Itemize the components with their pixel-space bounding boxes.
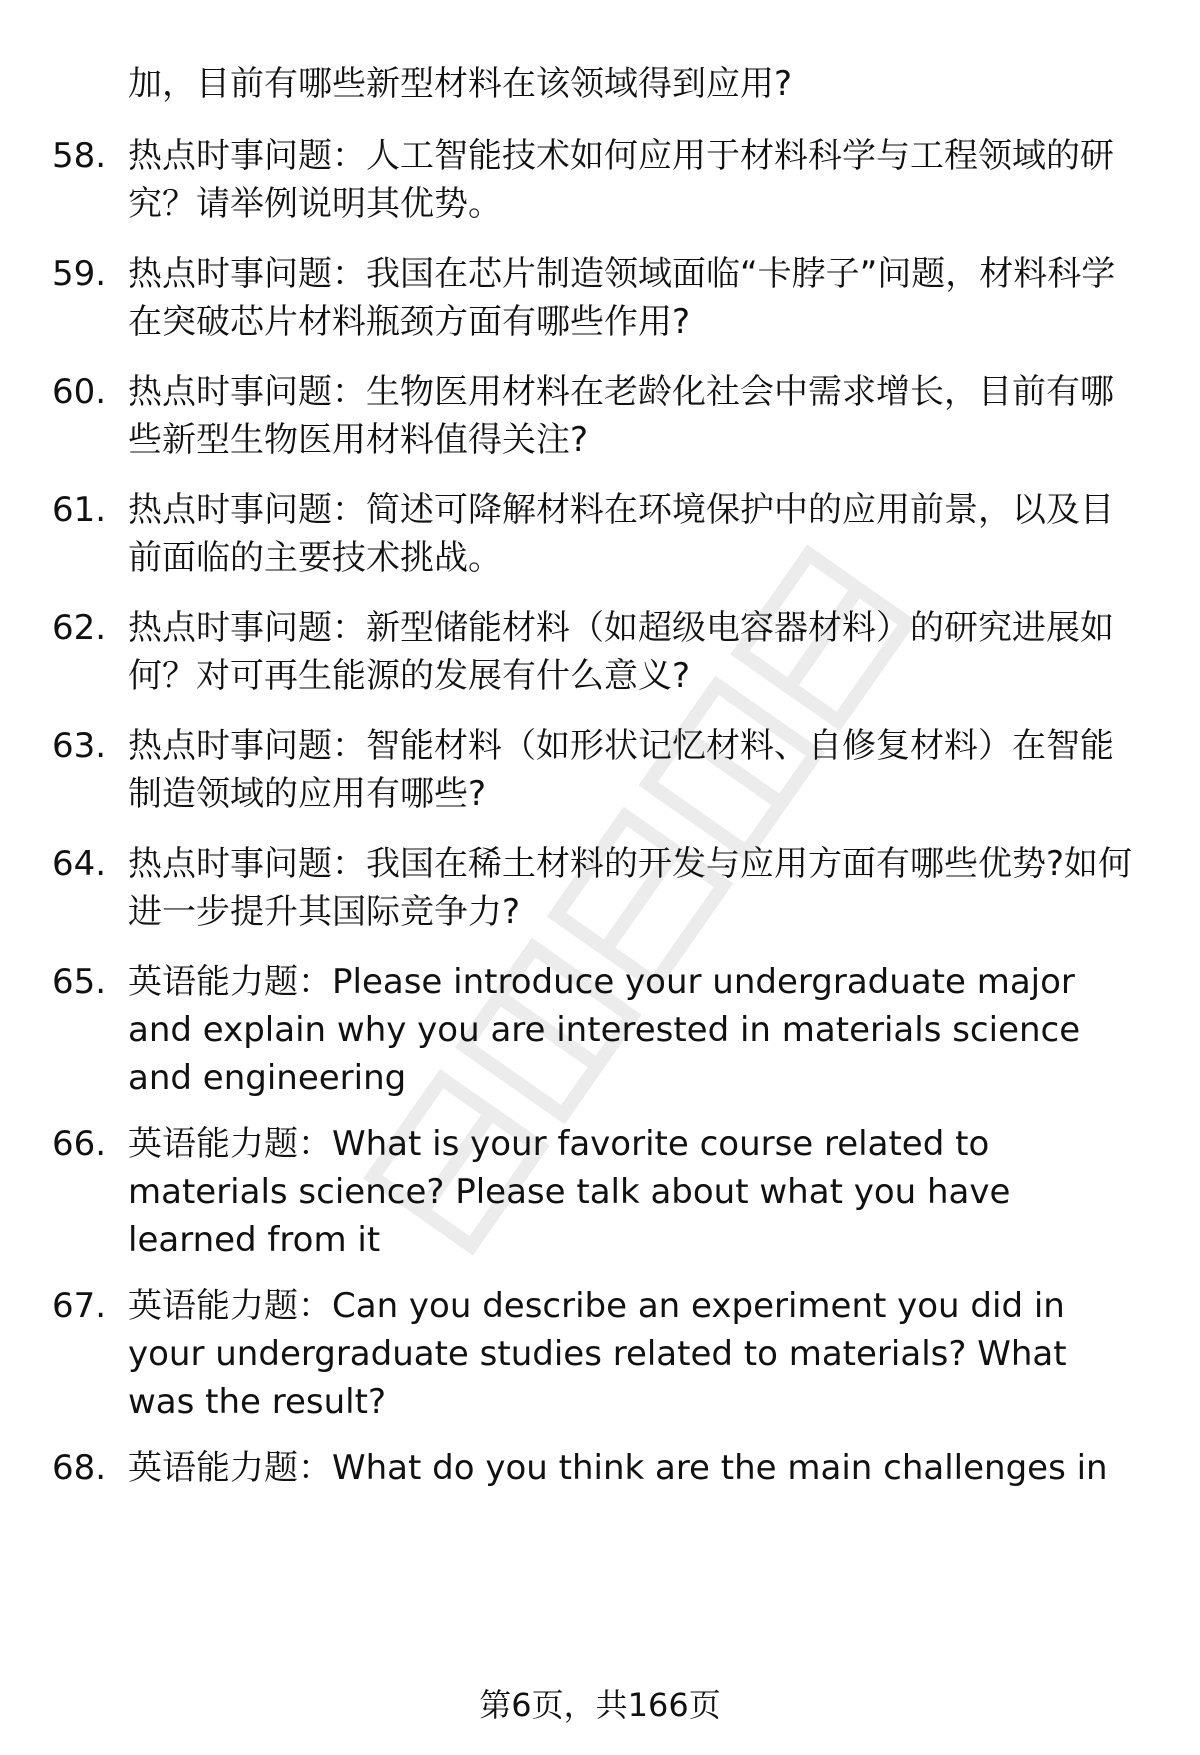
question-text: [128, 1444, 1140, 1492]
question-number: 66.: [52, 1124, 107, 1164]
question-text: [128, 132, 1140, 228]
question-text: [128, 1282, 1140, 1426]
page-footer: 第6页，共166页: [479, 1686, 721, 1724]
question-category: 热点时事问题：: [128, 372, 366, 412]
question-body: 简述可降解材料在环境保护中的应用前景，以及目前面临的主要技术挑战。: [128, 490, 1114, 578]
question-body: 我国在稀土材料的开发与应用方面有哪些优势?如何进一步提升其国际竞争力?: [128, 844, 1133, 932]
question-number: 61.: [52, 490, 107, 530]
question-category: 英语能力题：: [128, 1448, 332, 1488]
question-body: 人工智能技术如何应用于材料科学与工程领域的研究？请举例说明其优势。: [128, 136, 1114, 224]
question-number: 58.: [52, 136, 107, 176]
question-body: 生物医用材料在老龄化社会中需求增长，目前有哪些新型生物医用材料值得关注?: [128, 372, 1114, 460]
question-category: 英语能力题：: [128, 1286, 332, 1326]
question-category: 热点时事问题：: [128, 726, 366, 766]
question-body: What is your favorite course related to materials science? Please talk about what you have learned from it: [128, 1124, 1011, 1260]
question-number: 62.: [52, 608, 107, 648]
question-number: 60.: [52, 372, 107, 412]
question-number: 59.: [52, 254, 107, 294]
question-category: 热点时事问题：: [128, 608, 366, 648]
question-text: [128, 958, 1140, 1102]
question-category: 英语能力题：: [128, 1124, 332, 1164]
question-body: Can you describe an experiment you did in your undergraduate studies related to materials? What was the result?: [128, 1286, 1067, 1422]
question-number: 67.: [52, 1286, 107, 1326]
question-category: 热点时事问题：: [128, 490, 366, 530]
question-text: [128, 840, 1140, 936]
question-text: [128, 722, 1140, 818]
question-body: Please introduce your undergraduate major and explain why you are interested in materials science and engineering: [128, 962, 1081, 1098]
question-body: What do you think are the main challenges in: [332, 1448, 1108, 1488]
continuation-text: 加，目前有哪些新型材料在该领域得到应用?: [128, 64, 793, 104]
question-body: 新型储能材料（如超级电容器材料）的研究进展如何？对可再生能源的发展有什么意义?: [128, 608, 1114, 696]
question-text: [128, 1120, 1140, 1264]
question-number: 64.: [52, 844, 107, 884]
question-category: 热点时事问题：: [128, 844, 366, 884]
question-body: 我国在芯片制造领域面临“卡脖子”问题，材料科学在突破芯片材料瓶颈方面有哪些作用?: [128, 254, 1116, 342]
question-text: [128, 250, 1140, 346]
question-number: 68.: [52, 1448, 107, 1488]
question-number: 63.: [52, 726, 107, 766]
question-body: 智能材料（如形状记忆材料、自修复材料）在智能制造领域的应用有哪些?: [128, 726, 1114, 814]
question-category: 英语能力题：: [128, 962, 332, 1002]
question-text: [128, 486, 1140, 582]
question-category: 热点时事问题：: [128, 136, 366, 176]
question-category: 热点时事问题：: [128, 254, 366, 294]
question-text: [128, 368, 1140, 464]
question-number: 65.: [52, 962, 107, 1002]
question-text: [128, 604, 1140, 700]
